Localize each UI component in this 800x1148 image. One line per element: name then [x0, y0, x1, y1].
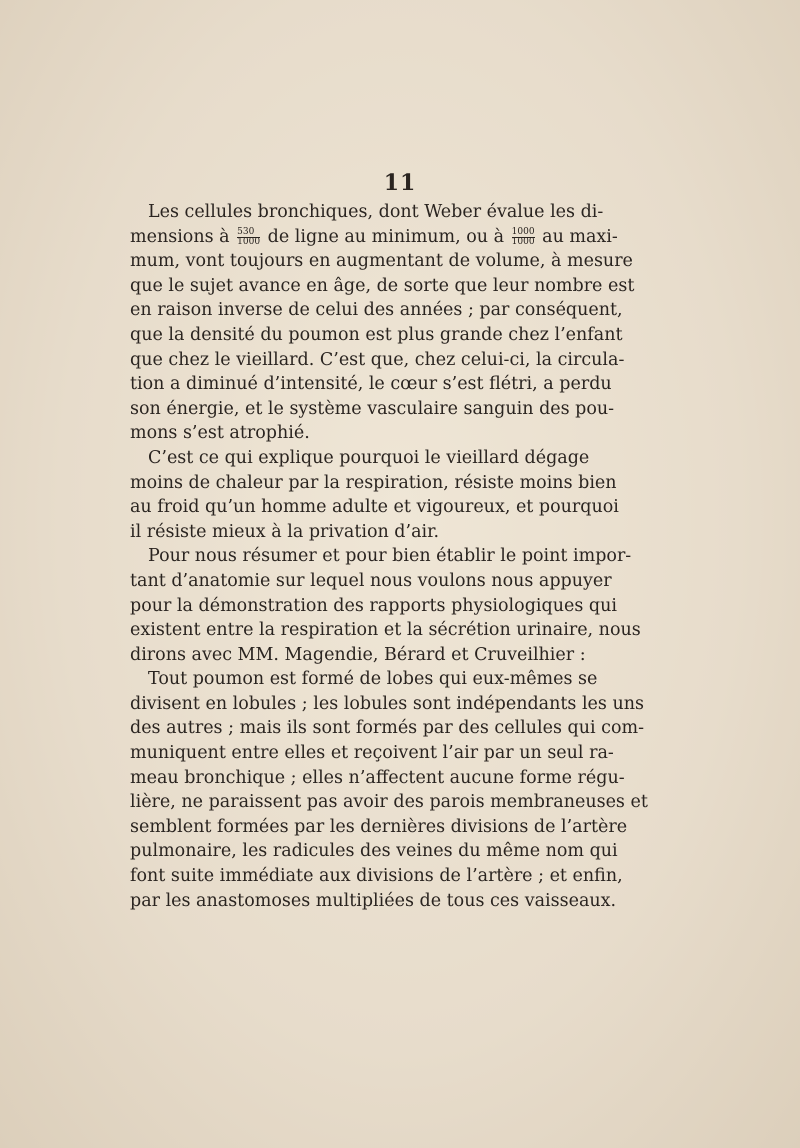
- text-line: [130, 225, 618, 250]
- fraction-numerator: 1000: [511, 226, 535, 237]
- text-line: mons s’est atrophié.: [130, 423, 310, 444]
- fraction: [237, 228, 260, 247]
- text-line: meau bronchique ; elles n’affectent aucune forme régu-: [130, 767, 625, 788]
- text-fragment: au maxi-: [542, 226, 618, 247]
- text-fragment: de ligne au minimum, ou à: [267, 226, 505, 247]
- text-line: par les anastomoses multipliées de tous ces vaisseaux.: [130, 890, 617, 911]
- text-line: il résiste mieux à la privation d’air.: [130, 521, 440, 542]
- text-line: en raison inverse de celui des années ; par conséquent,: [130, 300, 623, 321]
- text-line: dirons avec MM. Magendie, Bérard et Cruveilhier :: [130, 644, 586, 665]
- text-line: son énergie, et le système vasculaire sanguin des pou-: [130, 398, 615, 419]
- text-line: semblent formées par les dernières divisions de l’artère: [130, 816, 628, 837]
- text-line: pour la démonstration des rapports physiologiques qui: [130, 595, 617, 616]
- page-number: 11: [383, 170, 417, 196]
- text-line: mum, vont toujours en augmentant de volume, à mesure: [130, 251, 633, 272]
- text-line: Pour nous résumer et pour bien établir le point impor-: [148, 546, 632, 567]
- text-line: Tout poumon est formé de lobes qui eux-mêmes se: [148, 669, 598, 690]
- fraction-denominator: 1000: [511, 236, 535, 247]
- text-line: lière, ne paraissent pas avoir des parois membraneuses et: [130, 792, 648, 813]
- text-fragment: mensions à: [130, 226, 230, 247]
- text-line: que le sujet avance en âge, de sorte que leur nombre est: [130, 275, 635, 296]
- fraction-denominator: 1000: [237, 236, 261, 247]
- body-text: [130, 200, 648, 913]
- text-line: muniquent entre elles et reçoivent l’air par un seul ra-: [130, 743, 614, 764]
- text-line: des autres ; mais ils sont formés par des cellules qui com-: [130, 718, 644, 739]
- text-line: divisent en lobules ; les lobules sont indépendants les uns: [130, 693, 644, 714]
- fraction-numerator: 530: [237, 228, 260, 238]
- text-line: Les cellules bronchiques, dont Weber évalue les di-: [148, 202, 604, 222]
- text-line: font suite immédiate aux divisions de l’artère ; et enfin,: [130, 866, 623, 887]
- text-line: au froid qu’un homme adulte et vigoureux, et pourquoi: [130, 497, 619, 518]
- text-line: que la densité du poumon est plus grande chez l’enfant: [130, 324, 623, 345]
- text-line: existent entre la respiration et la sécrétion urinaire, nous: [130, 620, 641, 641]
- text-line: tant d’anatomie sur lequel nous voulons nous appuyer: [130, 570, 612, 591]
- text-line: pulmonaire, les radicules des veines du même nom qui: [130, 841, 618, 862]
- text-line: que chez le vieillard. C’est que, chez celui-ci, la circula-: [130, 349, 625, 370]
- fraction: [512, 228, 535, 247]
- text-line: tion a diminué d’intensité, le cœur s’est flétri, a perdu: [130, 374, 612, 395]
- text-line: C’est ce qui explique pourquoi le vieillard dégage: [148, 447, 590, 468]
- text-line: moins de chaleur par la respiration, résiste moins bien: [130, 472, 617, 493]
